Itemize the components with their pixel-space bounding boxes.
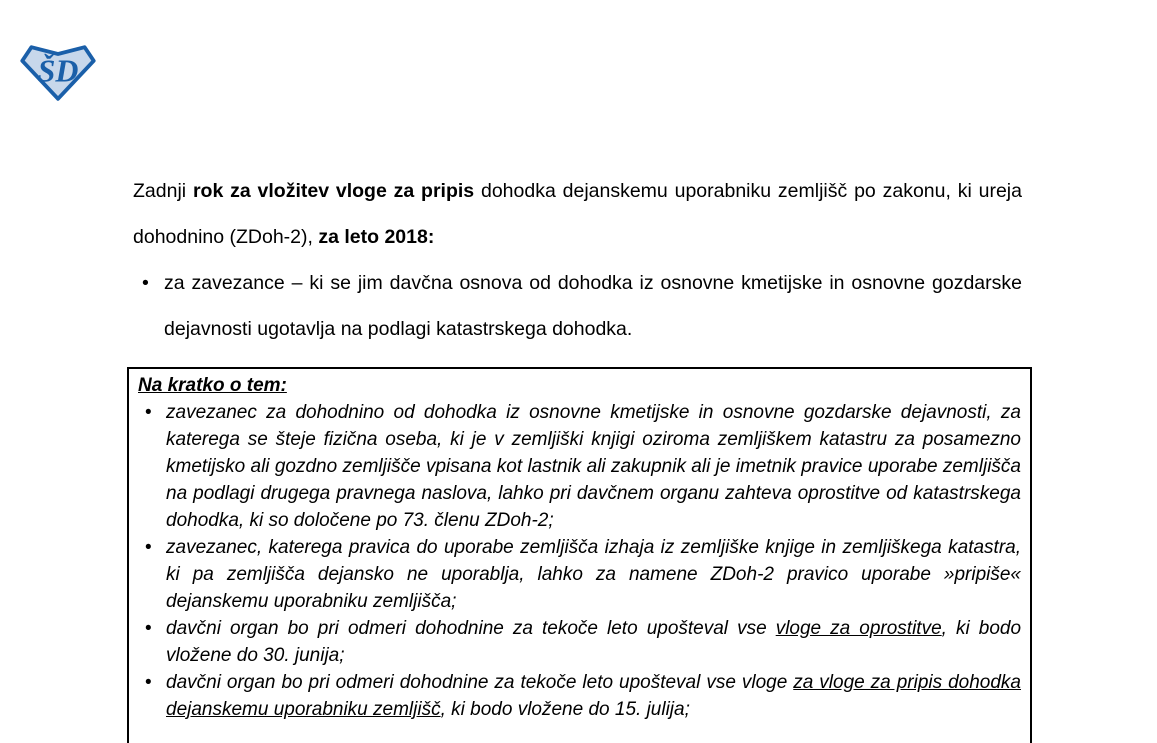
bullet-icon: •	[145, 537, 152, 558]
info-box-bullet-list	[138, 399, 1021, 723]
info-box-bullet-text: davčni organ bo pri odmeri dohodnine za tekoče leto upošteval vse vloge za vloge za pripis dohodka dejanskemu uporabniku zemljišč, ki bodo vložene do 15. julija;	[166, 672, 1021, 720]
list-item	[138, 615, 1021, 669]
info-box-bullet-text: davčni organ bo pri odmeri dohodnine za tekoče leto upošteval vse vloge za oprostitve, ki bodo vložene do 30. junija;	[166, 618, 1022, 666]
info-box-title: Na kratko o tem:	[138, 375, 287, 396]
bullet-icon: •	[142, 272, 149, 294]
intro-bullet-list	[133, 260, 1022, 352]
bullet-icon: •	[145, 402, 152, 423]
sd-shield-logo	[20, 44, 96, 102]
intro-paragraph: Zadnji rok za vložitev vloge za pripis dohodka dejanskemu uporabniku zemljišč po zakonu, ki ureja dohodnino (ZDoh-2), za leto 2018:	[133, 180, 1022, 248]
info-box-bullet-text: zavezanec za dohodnino od dohodka iz osnovne kmetijske in osnovne gozdarske dejavnosti, za katerega se šteje fizična oseba, ki je v zemljiški knjigi oziroma zemljiškem katastru za posamezno kmetijsko ali gozdno zemljišče vpisana kot lastnik ali zakupnik ali je imetnik pravice uporabe zemljišča na podlagi drugega pravnega naslova, lahko pri davčnem organu zahteva oprostitve od katastrskega dohodka, ki so določene po 73. členu ZDoh-2;	[166, 402, 1021, 531]
list-item	[138, 534, 1021, 615]
logo-letters: ŠD	[37, 53, 79, 89]
main-text-block	[133, 168, 1022, 352]
list-item	[133, 260, 1022, 352]
bullet-icon: •	[145, 672, 152, 693]
list-item	[138, 399, 1021, 534]
info-box	[127, 367, 1032, 743]
bullet-icon: •	[145, 618, 152, 639]
info-box-bullet-text: zavezanec, katerega pravica do uporabe zemljišča izhaja iz zemljiške knjige in zemljiškega katastra, ki pa zemljišča dejansko ne uporablja, lahko za namene ZDoh-2 pravico uporabe »pripiše« dejanskemu uporabniku zemljišča;	[166, 537, 1021, 612]
intro-bullet-text: za zavezance – ki se jim davčna osnova od dohodka iz osnovne kmetijske in osnovne gozdarske dejavnosti ugotavlja na podlagi katastrskega dohodka.	[164, 272, 1022, 340]
list-item	[138, 669, 1021, 723]
